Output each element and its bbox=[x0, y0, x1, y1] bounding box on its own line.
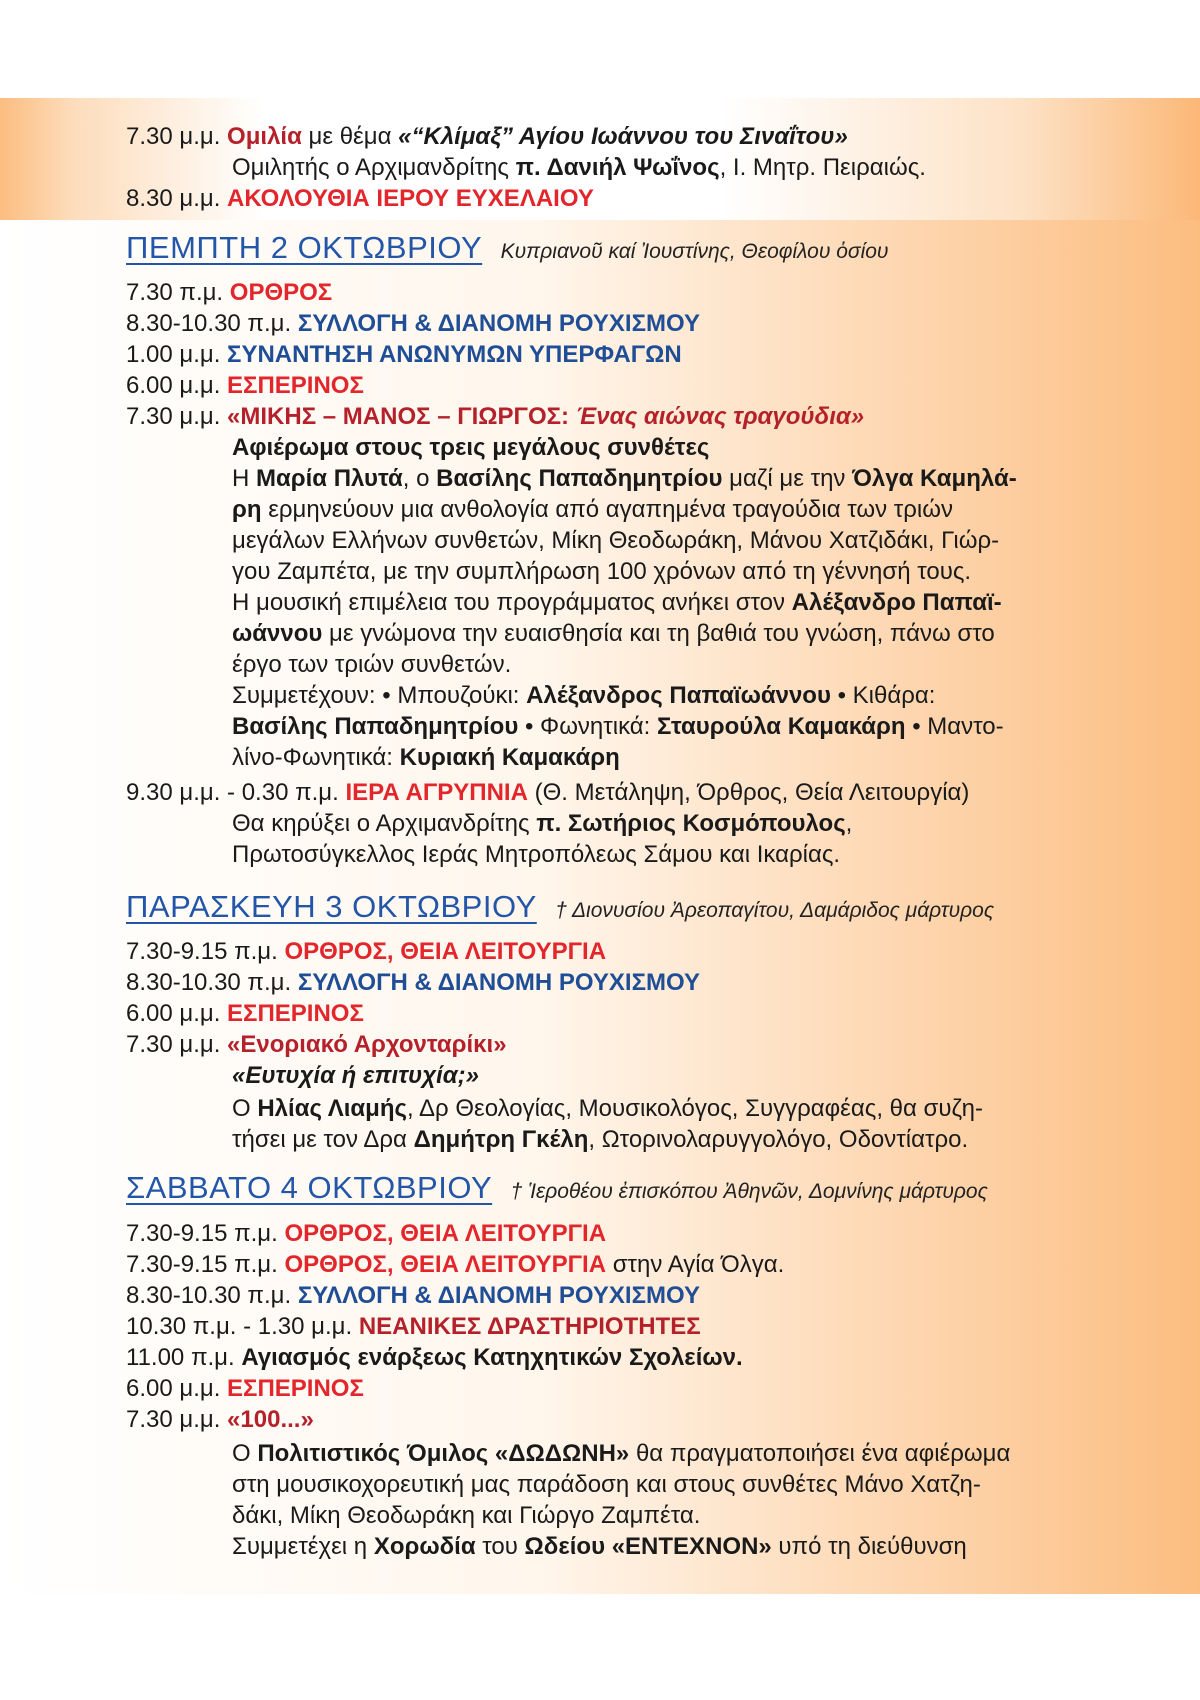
sat-row-2: 7.30-9.15 π.μ. ΟΡΘΡΟΣ, ΘΕΙΑ ΛΕΙΤΟΥΡΓΙΑ στην Αγία Όλγα. bbox=[126, 1251, 785, 1278]
intro-line-2: Ομιλητής ο Αρχιμανδρίτης π. Δανιήλ Ψωΐνος, Ι. Μητρ. Πειραιώς. bbox=[232, 154, 926, 181]
thu-para-2: ρη ερμηνεύουν μια ανθολογία από αγαπημένα τραγούδια των τριών bbox=[232, 496, 953, 523]
day-header-thursday bbox=[126, 230, 888, 266]
day-title: ΠΕΜΠΤΗ 2 ΟΚΤΩΒΡΙΟΥ bbox=[126, 230, 483, 265]
fri-row-1: 7.30-9.15 π.μ. ΟΡΘΡΟΣ, ΘΕΙΑ ΛΕΙΤΟΥΡΓΙΑ bbox=[126, 938, 607, 965]
thu-row-4: 6.00 μ.μ. ΕΣΠΕΡΙΝΟΣ bbox=[126, 372, 364, 399]
sat-row-3: 8.30-10.30 π.μ. ΣΥΛΛΟΓΗ & ΔΙΑΝΟΜΗ ΡΟΥΧΙΣΜΟΥ bbox=[126, 1282, 700, 1309]
intro-line-1: 7.30 μ.μ. Ομιλία με θέμα «“Κλίμαξ” Αγίου Ιωάννου του Σιναΐτου» bbox=[126, 123, 848, 150]
thu-para-5: Η μουσική επιμέλεια του προγράμματος ανήκει στον Αλέξανδρο Παπαϊ- bbox=[232, 589, 1002, 616]
day-header-friday bbox=[126, 889, 994, 925]
thu-para-4: γου Ζαμπέτα, με την συμπλήρωση 100 χρόνων από τη γέννησή τους. bbox=[232, 558, 972, 585]
thu-para-7: έργο των τριών συνθετών. bbox=[232, 651, 512, 678]
day-saints: Κυπριανοῦ καί Ἰουστίνης, Θεοφίλου ὁσίου bbox=[500, 240, 889, 263]
sat-para-1: Ο Πολιτιστικός Όμιλος «ΔΩΔΩΝΗ» θα πραγματοποιήσει ένα αφιέρωμα bbox=[232, 1440, 1011, 1467]
fri-row-4: 7.30 μ.μ. «Ενοριακό Αρχονταρίκι» bbox=[126, 1031, 507, 1058]
fri-row-2: 8.30-10.30 π.μ. ΣΥΛΛΟΓΗ & ΔΙΑΝΟΜΗ ΡΟΥΧΙΣΜΟΥ bbox=[126, 969, 700, 996]
thu-row-7: Θα κηρύξει ο Αρχιμανδρίτης π. Σωτήριος Κοσμόπουλος, bbox=[232, 810, 853, 837]
thu-para-head: Αφιέρωμα στους τρεις μεγάλους συνθέτες bbox=[232, 434, 710, 461]
sat-para-4: Συμμετέχει η Χορωδία του Ωδείου «ΕΝΤΕΧΝΟΝ» υπό τη διεύθυνση bbox=[232, 1533, 967, 1560]
sat-row-5: 11.00 π.μ. Αγιασμός ενάρξεως Κατηχητικών Σχολείων. bbox=[126, 1344, 743, 1371]
day-header-saturday bbox=[126, 1170, 988, 1206]
intro-line-3: 8.30 μ.μ. ΑΚΟΛΟΥΘΙΑ ΙΕΡΟΥ ΕΥΧΕΛΑΙΟΥ bbox=[126, 185, 594, 212]
fri-row-3: 6.00 μ.μ. ΕΣΠΕΡΙΝΟΣ bbox=[126, 1000, 364, 1027]
thu-row-6: 9.30 μ.μ. - 0.30 π.μ. ΙΕΡΑ ΑΓΡΥΠΝΙΑ (Θ. Μετάληψη, Όρθρος, Θεία Λειτουργία) bbox=[126, 779, 970, 806]
fri-row-5: «Ευτυχία ή επιτυχία;» bbox=[232, 1062, 479, 1089]
fri-row-7: τήσει με τον Δρα Δημήτρη Γκέλη, Ωτορινολαρυγγολόγο, Οδοντίατρο. bbox=[232, 1126, 969, 1153]
thu-row-2: 8.30-10.30 π.μ. ΣΥΛΛΟΓΗ & ΔΙΑΝΟΜΗ ΡΟΥΧΙΣΜΟΥ bbox=[126, 310, 700, 337]
thu-para-10: λίνο-Φωνητικά: Κυριακή Καμακάρη bbox=[232, 744, 620, 771]
sat-row-7: 7.30 μ.μ. «100...» bbox=[126, 1406, 314, 1433]
sat-row-4: 10.30 π.μ. - 1.30 μ.μ. ΝΕΑΝΙΚΕΣ ΔΡΑΣΤΗΡΙΟΤΗΤΕΣ bbox=[126, 1313, 701, 1340]
day-title: ΠΑΡΑΣΚΕΥΗ 3 ΟΚΤΩΒΡΙΟΥ bbox=[126, 889, 537, 924]
fri-row-6: Ο Ηλίας Λιαμής, Δρ Θεολογίας, Μουσικολόγος, Συγγραφέας, θα συζη- bbox=[232, 1095, 983, 1122]
thu-para-1: Η Μαρία Πλυτά, ο Βασίλης Παπαδημητρίου μαζί με την Όλγα Καμηλά- bbox=[232, 465, 1017, 492]
thu-para-9: Βασίλης Παπαδημητρίου • Φωνητικά: Σταυρούλα Καμακάρη • Μαντο- bbox=[232, 713, 1004, 740]
day-saints: † Διονυσίου Ἀρεοπαγίτου, Δαμάριδος μάρτυρος bbox=[555, 899, 995, 922]
thu-para-8: Συμμετέχουν: • Μπουζούκι: Αλέξανδρος Παπαϊωάννου • Κιθάρα: bbox=[232, 682, 936, 709]
sat-para-3: δάκι, Μίκη Θεοδωράκη και Γιώργο Ζαμπέτα. bbox=[232, 1502, 701, 1529]
sat-row-1: 7.30-9.15 π.μ. ΟΡΘΡΟΣ, ΘΕΙΑ ΛΕΙΤΟΥΡΓΙΑ bbox=[126, 1220, 607, 1247]
thu-row-1: 7.30 π.μ. ΟΡΘΡΟΣ bbox=[126, 279, 333, 306]
day-saints: † Ἱεροθέου ἐπισκόπου Ἀθηνῶν, Δομνίνης μάρτυρος bbox=[510, 1180, 988, 1203]
thu-row-3: 1.00 μ.μ. ΣΥΝΑΝΤΗΣΗ ΑΝΩΝΥΜΩΝ ΥΠΕΡΦΑΓΩΝ bbox=[126, 341, 682, 368]
thu-row-8: Πρωτοσύγκελλος Ιεράς Μητροπόλεως Σάμου και Ικαρίας. bbox=[232, 841, 841, 868]
sat-row-6: 6.00 μ.μ. ΕΣΠΕΡΙΝΟΣ bbox=[126, 1375, 364, 1402]
thu-para-3: μεγάλων Ελλήνων συνθετών, Μίκη Θεοδωράκη, Μάνου Χατζιδάκι, Γιώρ- bbox=[232, 527, 1000, 554]
sat-para-2: στη μουσικοχορευτική μας παράδοση και στους συνθέτες Μάνο Χατζη- bbox=[232, 1471, 981, 1498]
thu-para-6: ωάννου με γνώμονα την ευαισθησία και τη βαθιά του γνώση, πάνω στο bbox=[232, 620, 995, 647]
thu-row-5: 7.30 μ.μ. «ΜΙΚΗΣ – ΜΑΝΟΣ – ΓΙΩΡΓΟΣ: Ένας αιώνας τραγούδια» bbox=[126, 403, 865, 430]
day-title: ΣΑΒΒΑΤΟ 4 ΟΚΤΩΒΡΙΟΥ bbox=[126, 1170, 493, 1205]
